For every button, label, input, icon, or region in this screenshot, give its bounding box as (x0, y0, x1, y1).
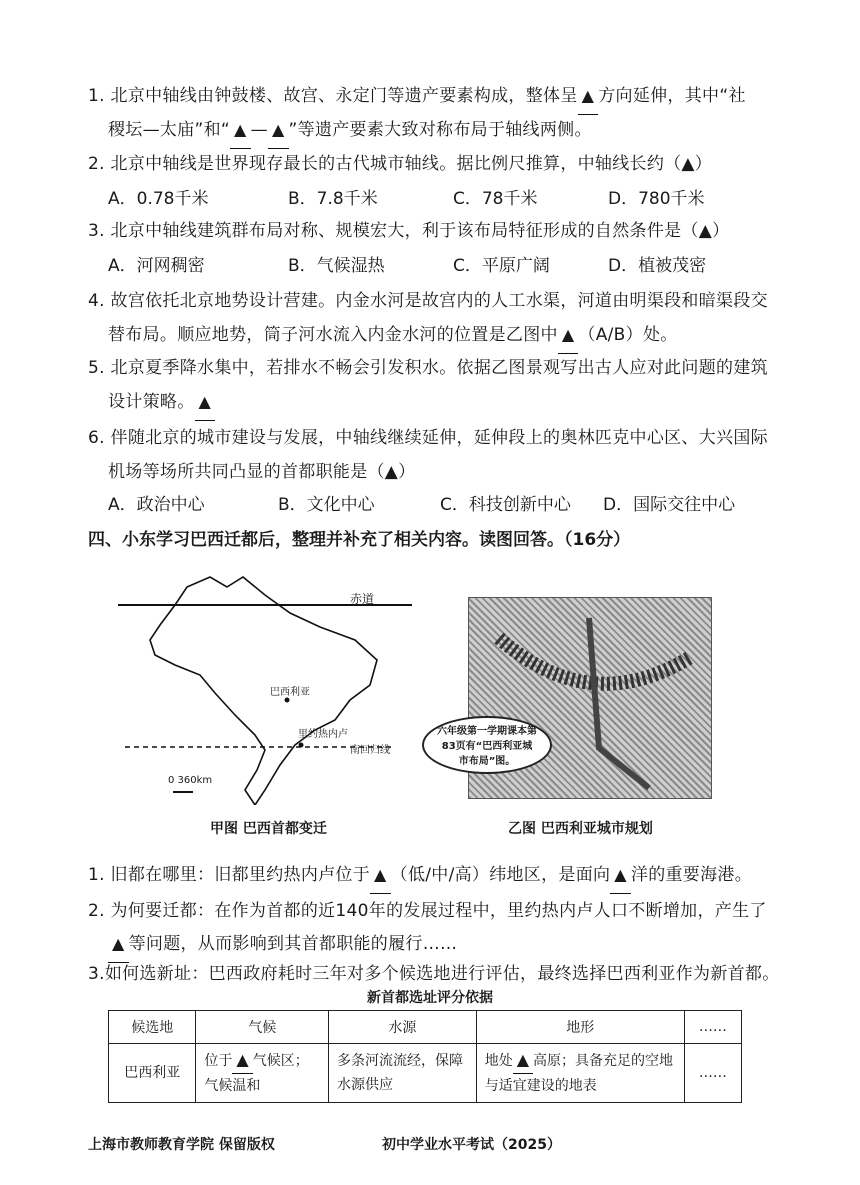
answer-blank[interactable]: ▲ (558, 317, 579, 354)
header-climate: 气候 (196, 1011, 329, 1044)
rio-label: 里约热内卢 (298, 729, 348, 740)
answer-blank[interactable]: ▲ (232, 1048, 252, 1074)
answer-blank[interactable]: ▲ (610, 857, 631, 894)
option-d[interactable]: D．植被茂密 (608, 256, 707, 276)
option-c[interactable]: C．78千米 (453, 189, 538, 209)
option-a[interactable]: A．0.78千米 (108, 189, 209, 209)
option-a[interactable]: A．政治中心 (108, 495, 205, 515)
section4-question-2: 2. 为何要迁都：在作为首都的近140年的发展过程中，里约热内卢人口不断增加，产生了 (88, 901, 767, 921)
question-6: 6. 伴随北京的城市建设与发展，中轴线继续延伸，延伸段上的奥林匹克中心区、大兴国际 (88, 428, 768, 448)
site-score-table (108, 1010, 742, 1103)
question-1: 1. 北京中轴线由钟鼓楼、故宫、永定门等遗产要素构成，整体呈 ▲ 方向延伸，其中“社 (88, 78, 746, 115)
footer-right: 初中学业水平考试（2025） (382, 1137, 561, 1153)
table-row (109, 1044, 742, 1103)
option-b[interactable]: B．文化中心 (278, 495, 375, 515)
caption-a: 甲图 巴西首都变迁 (210, 821, 327, 837)
header-water: 水源 (329, 1011, 477, 1044)
option-b[interactable]: B．气候湿热 (288, 256, 385, 276)
note-bubble: 六年级第一学期课本第83页有“巴西利亚城市布局”图。 (422, 716, 552, 774)
cell-terrain: 地处 ▲ 高原；具备充足的空地与适宜建设的地表 (476, 1044, 684, 1103)
footer-left: 上海市教师教育学院 保留版权 (88, 1137, 275, 1153)
question-2: 2. 北京中轴线是世界现存最长的古代城市轴线。据比例尺推算，中轴线长约（▲） (88, 154, 713, 174)
option-d[interactable]: D．780千米 (608, 189, 705, 209)
section4-question-2-line2: ▲ 等问题，从而影响到其首都职能的履行…… (108, 926, 457, 963)
answer-blank[interactable]: ▲ (108, 926, 129, 963)
cell-candidate: 巴西利亚 (109, 1044, 196, 1103)
answer-blank[interactable]: ▲ (578, 78, 599, 115)
scale-label: 0 360km (168, 775, 213, 786)
question-4: 4. 故宫依托北京地势设计营建。内金水河是故宫内的人工水渠，河道由明渠段和暗渠段交 (88, 291, 768, 311)
brazil-outline (150, 577, 377, 805)
question-6-options (108, 490, 808, 520)
question-5-line2: 设计策略。 ▲ (108, 384, 215, 421)
brasilia-dot (285, 698, 290, 703)
option-c[interactable]: C．科技创新中心 (440, 495, 571, 515)
answer-blank[interactable]: ▲ (230, 112, 251, 149)
question-3-options (108, 251, 808, 281)
question-2-options (108, 184, 808, 214)
rio-dot (299, 743, 304, 748)
option-c[interactable]: C．平原广阔 (453, 256, 550, 276)
table-caption: 新首都选址评分依据 (367, 990, 493, 1006)
caption-b: 乙图 巴西利亚城市规划 (508, 821, 653, 837)
answer-blank[interactable]: ▲ (370, 857, 391, 894)
option-b[interactable]: B．7.8千米 (288, 189, 378, 209)
section4-question-1: 1. 旧都在哪里：旧都里约热内卢位于 ▲ （低/中/高）纬地区，是面向 ▲ 洋的重要海港。 (88, 857, 752, 894)
brasilia-label: 巴西利亚 (270, 687, 310, 698)
header-more: …… (684, 1011, 741, 1044)
answer-blank[interactable]: ▲ (268, 112, 289, 149)
section4-question-3: 3.如何选新址：巴西政府耗时三年对多个候选地进行评估，最终选择巴西利亚作为新首都。 (88, 964, 780, 984)
cell-water: 多条河流流经，保障水源供应 (329, 1044, 477, 1103)
equator-label: 赤道 (350, 592, 375, 606)
header-terrain: 地形 (476, 1011, 684, 1044)
axis-shape (589, 618, 649, 788)
section-4-heading: 四、小东学习巴西迁都后，整理并补充了相关内容。读图回答。（16分） (88, 530, 631, 550)
answer-blank[interactable]: ▲ (513, 1048, 533, 1074)
header-candidate: 候选地 (109, 1011, 196, 1044)
option-a[interactable]: A．河网稠密 (108, 256, 205, 276)
cell-more: …… (684, 1044, 741, 1103)
answer-blank[interactable]: ▲ (195, 384, 216, 421)
question-4-line2: 替布局。顺应地势，筒子河水流入内金水河的位置是乙图中 ▲ （A/B）处。 (108, 317, 678, 354)
tropic-label: 南回归线 (350, 745, 390, 756)
question-3: 3. 北京中轴线建筑群布局对称、规模宏大，利于该布局特征形成的自然条件是（▲） (88, 221, 730, 241)
question-1-line2: 稷坛—太庙”和“ ▲ — ▲ ”等遗产要素大致对称布局于轴线两侧。 (108, 112, 592, 149)
option-d[interactable]: D．国际交往中心 (603, 495, 736, 515)
question-5: 5. 北京夏季降水集中，若排水不畅会引发积水。依据乙图景观写出古人应对此问题的建筑 (88, 358, 768, 378)
table-header-row (109, 1011, 742, 1044)
question-6-line2: 机场等场所共同凸显的首都职能是（▲） (108, 462, 416, 482)
cell-climate: 位于 ▲ 气候区； 气候温和 (196, 1044, 329, 1103)
